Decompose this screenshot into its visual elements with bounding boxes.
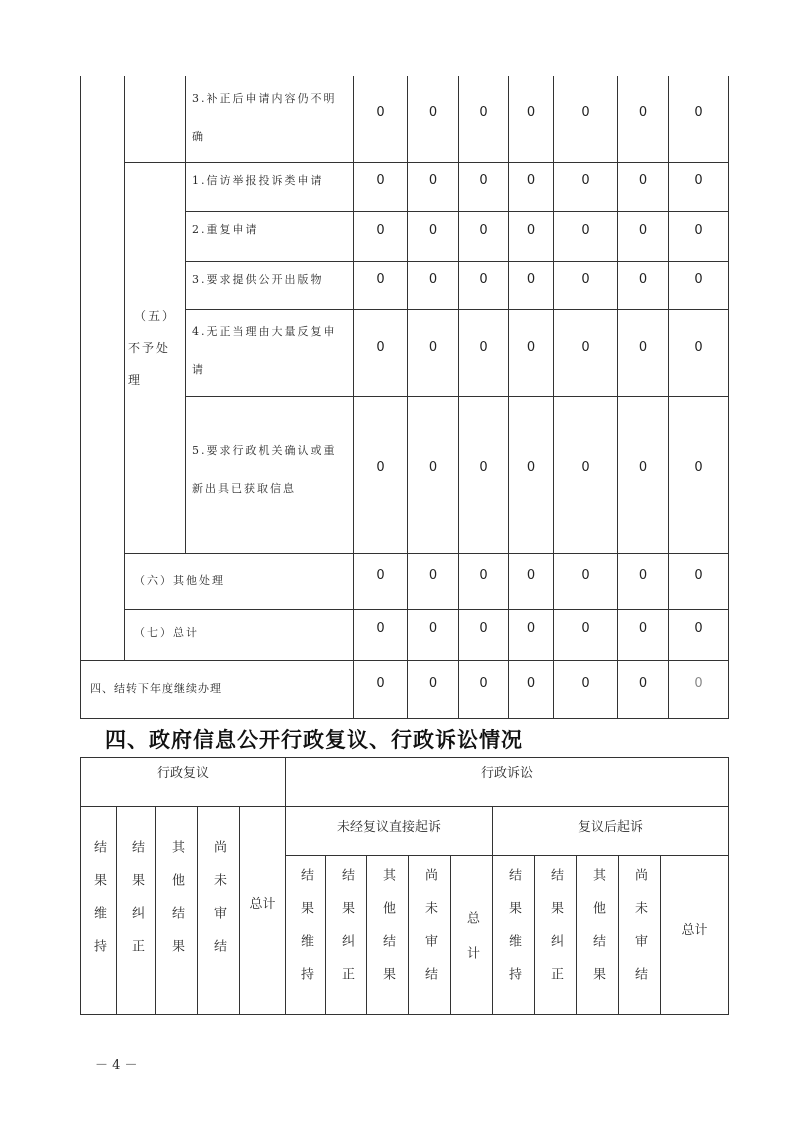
value-cell: 0 <box>638 339 648 355</box>
value-cell: 0 <box>526 271 536 287</box>
col-label-result-corrected: 结果纠正 <box>129 840 144 972</box>
value-cell: 0 <box>376 620 385 636</box>
value-cell: 0 <box>694 676 703 692</box>
col-label-pending: 尚未审结 <box>211 840 226 972</box>
value-cell: 0 <box>376 222 385 238</box>
table-border <box>450 855 451 1015</box>
col-label-other-result: 其他结果 <box>380 868 395 1000</box>
value-cell: 0 <box>694 567 703 583</box>
section-label-no-handling <box>128 300 182 396</box>
value-cell: 0 <box>376 172 385 188</box>
value-cell: 0 <box>376 676 385 692</box>
value-cell: 0 <box>428 459 438 475</box>
value-cell: 0 <box>638 105 648 121</box>
table-border <box>155 806 156 1015</box>
value-cell: 0 <box>479 271 488 287</box>
table-border <box>80 1014 728 1015</box>
value-cell: 0 <box>479 222 488 238</box>
value-cell: 0 <box>428 620 438 636</box>
col-label-result-corrected: 结果纠正 <box>548 868 563 1000</box>
col-label-pending: 尚未审结 <box>632 868 647 1000</box>
value-cell: 0 <box>479 339 488 355</box>
col-label-pending: 尚未审结 <box>422 868 437 1000</box>
header-admin-review: 行政复议 <box>156 765 209 781</box>
value-cell: 0 <box>479 567 488 583</box>
section-label-line: （五） <box>133 309 176 323</box>
section-heading: 四、政府信息公开行政复议、行政诉讼情况 <box>105 728 523 752</box>
value-cell: 0 <box>526 172 536 188</box>
table-border <box>116 806 117 1015</box>
table-border <box>325 855 326 1015</box>
col-label-result-upheld: 结果维持 <box>298 868 313 1000</box>
row-label: （六）其他处理 <box>134 574 225 587</box>
table-border <box>197 806 198 1015</box>
value-cell: 0 <box>581 676 590 692</box>
row-label: 3.要求提供公开出版物 <box>192 273 324 286</box>
col-label-result-corrected: 结果纠正 <box>339 868 354 1000</box>
value-cell: 0 <box>581 339 590 355</box>
value-cell: 0 <box>376 567 385 583</box>
table-border <box>124 76 125 660</box>
col-label-total: 总计 <box>249 896 276 912</box>
value-cell: 0 <box>638 222 648 238</box>
table-border <box>366 855 367 1015</box>
value-cell: 0 <box>428 676 438 692</box>
value-cell: 0 <box>581 172 590 188</box>
value-cell: 0 <box>526 339 536 355</box>
table-border <box>80 718 728 719</box>
col-label-total: 总计 <box>464 911 479 981</box>
value-cell: 0 <box>638 620 648 636</box>
value-cell: 0 <box>638 172 648 188</box>
value-cell: 0 <box>479 676 488 692</box>
header-after-review-suit: 复议后起诉 <box>577 819 643 835</box>
row-label: 四、结转下年度继续办理 <box>90 682 222 695</box>
value-cell: 0 <box>428 172 438 188</box>
col-label-result-upheld: 结果维持 <box>91 840 106 972</box>
value-cell: 0 <box>694 172 703 188</box>
value-cell: 0 <box>428 105 438 121</box>
value-cell: 0 <box>581 567 590 583</box>
table-border <box>728 76 729 719</box>
section-label-line: 不予处 <box>128 341 171 355</box>
value-cell: 0 <box>428 567 438 583</box>
value-cell: 0 <box>638 459 648 475</box>
value-cell: 0 <box>376 105 385 121</box>
value-cell: 0 <box>479 620 488 636</box>
value-cell: 0 <box>694 459 703 475</box>
row-label: 5.要求行政机关确认或重新出具已获取信息 <box>192 444 337 495</box>
value-cell: 0 <box>694 620 703 636</box>
col-label-total: 总计 <box>681 922 708 938</box>
value-cell: 0 <box>526 567 536 583</box>
row-label: （七）总计 <box>134 626 199 639</box>
value-cell: 0 <box>526 459 536 475</box>
value-cell: 0 <box>526 676 536 692</box>
row-label: 1.信访举报投诉类申请 <box>192 174 324 187</box>
value-cell: 0 <box>428 222 438 238</box>
value-cell: 0 <box>581 271 590 287</box>
value-cell: 0 <box>581 105 590 121</box>
value-cell: 0 <box>694 339 703 355</box>
value-cell: 0 <box>526 105 536 121</box>
table-border <box>618 855 619 1015</box>
value-cell: 0 <box>526 222 536 238</box>
value-cell: 0 <box>479 105 488 121</box>
value-cell: 0 <box>638 567 648 583</box>
value-cell: 0 <box>694 105 703 121</box>
table-border <box>80 76 81 719</box>
row-label: 3.补正后申请内容仍不明确 <box>192 92 337 143</box>
value-cell: 0 <box>376 271 385 287</box>
table-border <box>576 855 577 1015</box>
value-cell: 0 <box>638 676 648 692</box>
value-cell: 0 <box>581 222 590 238</box>
value-cell: 0 <box>376 339 385 355</box>
section-label-line: 理 <box>128 373 143 387</box>
row-label: 4.无正当理由大量反复申请 <box>192 325 337 376</box>
value-cell: 0 <box>428 339 438 355</box>
table-border <box>80 757 81 1015</box>
value-cell: 0 <box>694 222 703 238</box>
value-cell: 0 <box>694 271 703 287</box>
col-label-other-result: 其他结果 <box>169 840 184 972</box>
row-label: 2.重复申请 <box>192 223 259 236</box>
value-cell: 0 <box>581 620 590 636</box>
table-border <box>185 76 186 554</box>
value-cell: 0 <box>376 459 385 475</box>
value-cell: 0 <box>479 459 488 475</box>
value-cell: 0 <box>526 620 536 636</box>
table-border <box>534 855 535 1015</box>
value-cell: 0 <box>581 459 590 475</box>
page-number: － 4 － <box>95 1058 138 1073</box>
table-border <box>285 757 286 1015</box>
col-label-result-upheld: 结果维持 <box>506 868 521 1000</box>
table-border <box>728 757 729 1015</box>
value-cell: 0 <box>479 172 488 188</box>
table-border <box>408 855 409 1015</box>
header-admin-litigation: 行政诉讼 <box>480 765 533 781</box>
value-cell: 0 <box>428 271 438 287</box>
col-label-other-result: 其他结果 <box>590 868 605 1000</box>
header-direct-suit: 未经复议直接起诉 <box>336 819 441 835</box>
value-cell: 0 <box>638 271 648 287</box>
